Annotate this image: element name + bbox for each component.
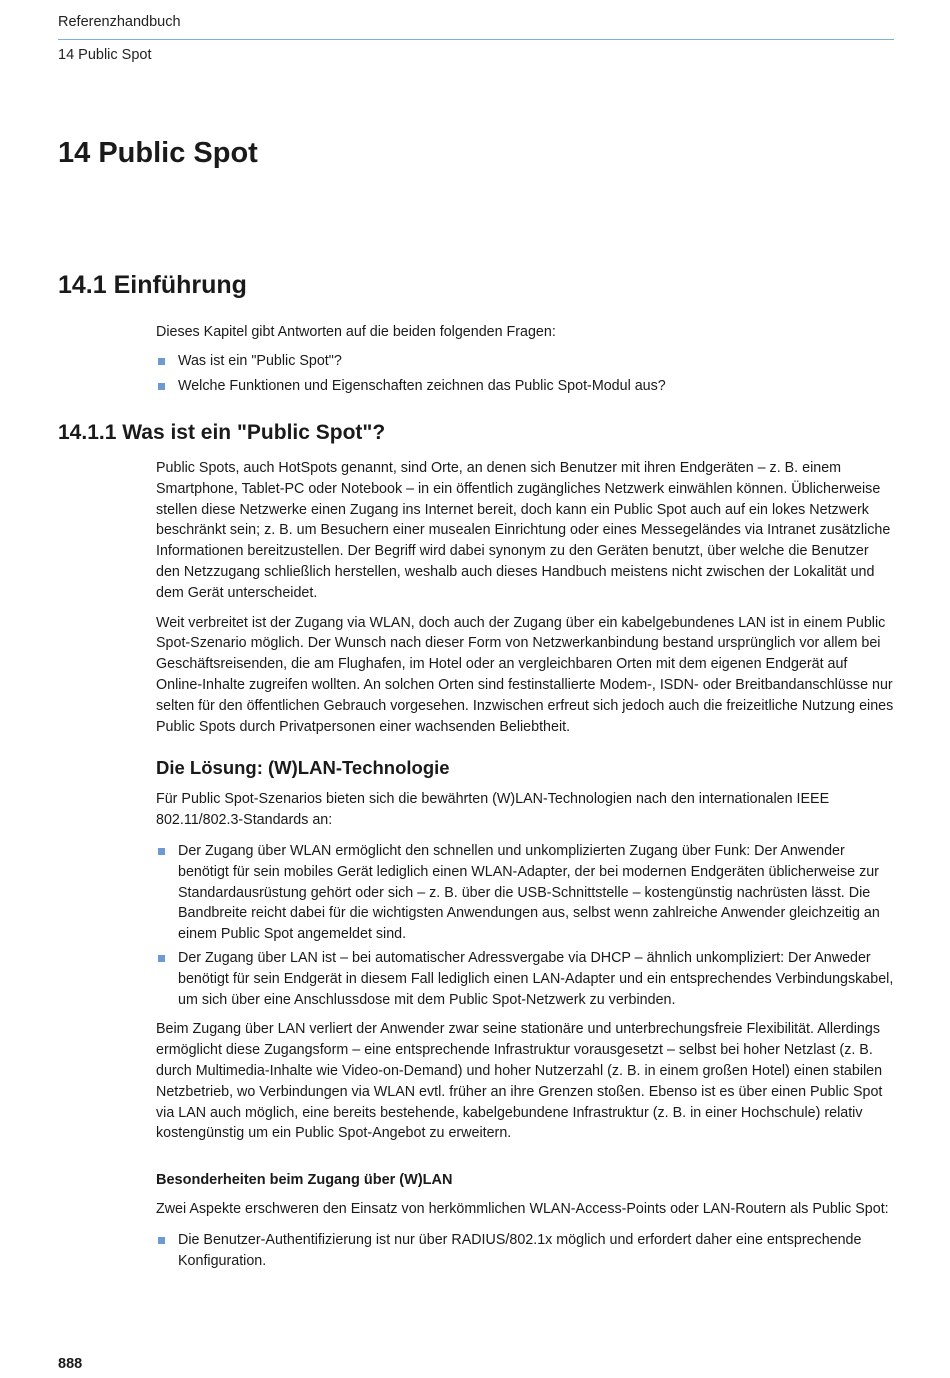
page-header	[58, 12, 894, 65]
solution-list	[156, 841, 894, 1010]
running-chapter-title: 14 Public Spot	[58, 47, 152, 63]
list-item: Die Benutzer-Authentifizierung ist nur über RADIUS/802.1x möglich und erfordert daher eine entsprechende Konfiguration.	[156, 1230, 894, 1272]
paragraph: Public Spots, auch HotSpots genannt, sind Orte, an denen sich Benutzer mit ihren Endgeräten – z. B. einem Smartphone, Tablet-PC oder Notebook – in ein öffentlich zugängliches Netzwerk einwählen können. Üblicherweise stellen diese Netzwerke einen Zugang ins Internet bereit, doch kann ein Public Spot auch auf ein lokes Netzwerk beschränkt sein; z. B. um Besuchern einer musealen Einrichtung oder eines Messegeländes via Intranet zusätzliche Informationen bereitzustellen. Der Begriff wird dabei synonym zu den Geräten benutzt, über welche die Benutzer den Netzzugang schließlich herstellen, weshalb auch dieses Handbuch meistens nicht zwischen der Lokalität und dem Gerät unterscheidet.	[156, 460, 891, 601]
bullet-icon	[158, 955, 165, 962]
paragraph: Für Public Spot-Szenarios bieten sich die bewährten (W)LAN-Technologien nach den internationalen IEEE 802.11/802.3-Standards an:	[156, 791, 830, 829]
chapter-heading: 14 Public Spot	[58, 137, 258, 169]
list-item: Der Zugang über WLAN ermöglicht den schnellen und unkomplizierten Zugang über Funk: Der Anwender benötigt für sein mobiles Gerät lediglich einen WLAN-Adapter, der bei modernen Endgeräten üblicherweise zur Standardausrüstung gehört oder sich – z. B. über die USB-Schnittstelle – kostengünstig nachrüsten lässt. Die Bandbreite reicht dabei für die wichtigsten Anwendungen aus, selbst wenn zahlreiche Anwender gleichzeitig an einem Public Spot angemeldet sind.	[156, 841, 894, 945]
bullet-icon	[158, 358, 165, 365]
section-intro: Dieses Kapitel gibt Antworten auf die beiden folgenden Fragen:	[156, 324, 556, 340]
bullet-icon	[158, 1237, 165, 1244]
particulars-heading: Besonderheiten beim Zugang über (W)LAN	[156, 1172, 453, 1189]
paragraph: Zwei Aspekte erschweren den Einsatz von herkömmlichen WLAN-Access-Points oder LAN-Routern als Public Spot:	[156, 1201, 889, 1218]
bullet-icon	[158, 848, 165, 855]
list-item: Was ist ein "Public Spot"?	[156, 351, 894, 372]
solution-heading: Die Lösung: (W)LAN-Technologie	[156, 757, 450, 779]
section-heading: 14.1 Einführung	[58, 271, 247, 299]
document-title: Referenzhandbuch	[58, 14, 181, 30]
subsection-heading: 14.1.1 Was ist ein "Public Spot"?	[58, 421, 386, 444]
header-divider	[58, 39, 894, 40]
bullet-icon	[158, 383, 165, 390]
list-item: Welche Funktionen und Eigenschaften zeichnen das Public Spot-Modul aus?	[156, 376, 894, 397]
page-number: 888	[58, 1356, 83, 1372]
question-list	[156, 351, 894, 397]
section-intro-block	[156, 322, 894, 396]
subsection-body	[156, 458, 894, 1272]
paragraph: Beim Zugang über LAN verliert der Anwender zwar seine stationäre und unterbrechungsfreie Flexibilität. Allerdings ermöglicht diese Zugangsform – eine entsprechende Infrastruktur vorausgesetzt – selbst bei hoher Netzlast (z. B. durch Multimedia-Inhalte wie Video-on-Demand) und hoher Nutzerzahl (z. B. in einem großen Hotel) einen stabilen Netzbetrieb, wo Verbindungen via WLAN evtl. früher an ihre Grenzen stoßen. Ebenso ist es über einen Public Spot via LAN auch möglich, eine bereits bestehende, kabelgebundene Infrastruktur (z. B. in einer Hochschule) relativ kostengünstig um ein Public Spot-Angebot zu erweitern.	[156, 1021, 883, 1142]
list-item: Der Zugang über LAN ist – bei automatischer Adressvergabe via DHCP – ähnlich unkompliziert: Der Anweder benötigt für sein Endgerät in diesem Fall lediglich einen LAN-Adapter und ein entsprechendes Verbindungskabel, um sich über eine Anschlussdose mit dem Public Spot-Netzwerk zu verbinden.	[156, 948, 894, 1010]
paragraph: Weit verbreitet ist der Zugang via WLAN, doch auch der Zugang über ein kabelgebundenes LAN ist in einem Public Spot-Szenario möglich. Der Wunsch nach dieser Form von Netzwerkanbindung bestand ursprünglich vor allem bei Geschäftsreisenden, die am Flughafen, im Hotel oder an vergleichbaren Orten mit dem eigenen Endgerät auf Online-Inhalte zugreifen wollten. An solchen Orten sind festinstallierte Modem-, ISDN- oder Breitbandanschlüsse nur selten für den öffentlichen Gebrauch vorgesehen. Inzwischen erfreut sich jedoch auch die freizeitliche Nutzung eines Public Spots durch Privatpersonen einer wachsenden Beliebtheit.	[156, 614, 894, 735]
particulars-list	[156, 1230, 894, 1272]
